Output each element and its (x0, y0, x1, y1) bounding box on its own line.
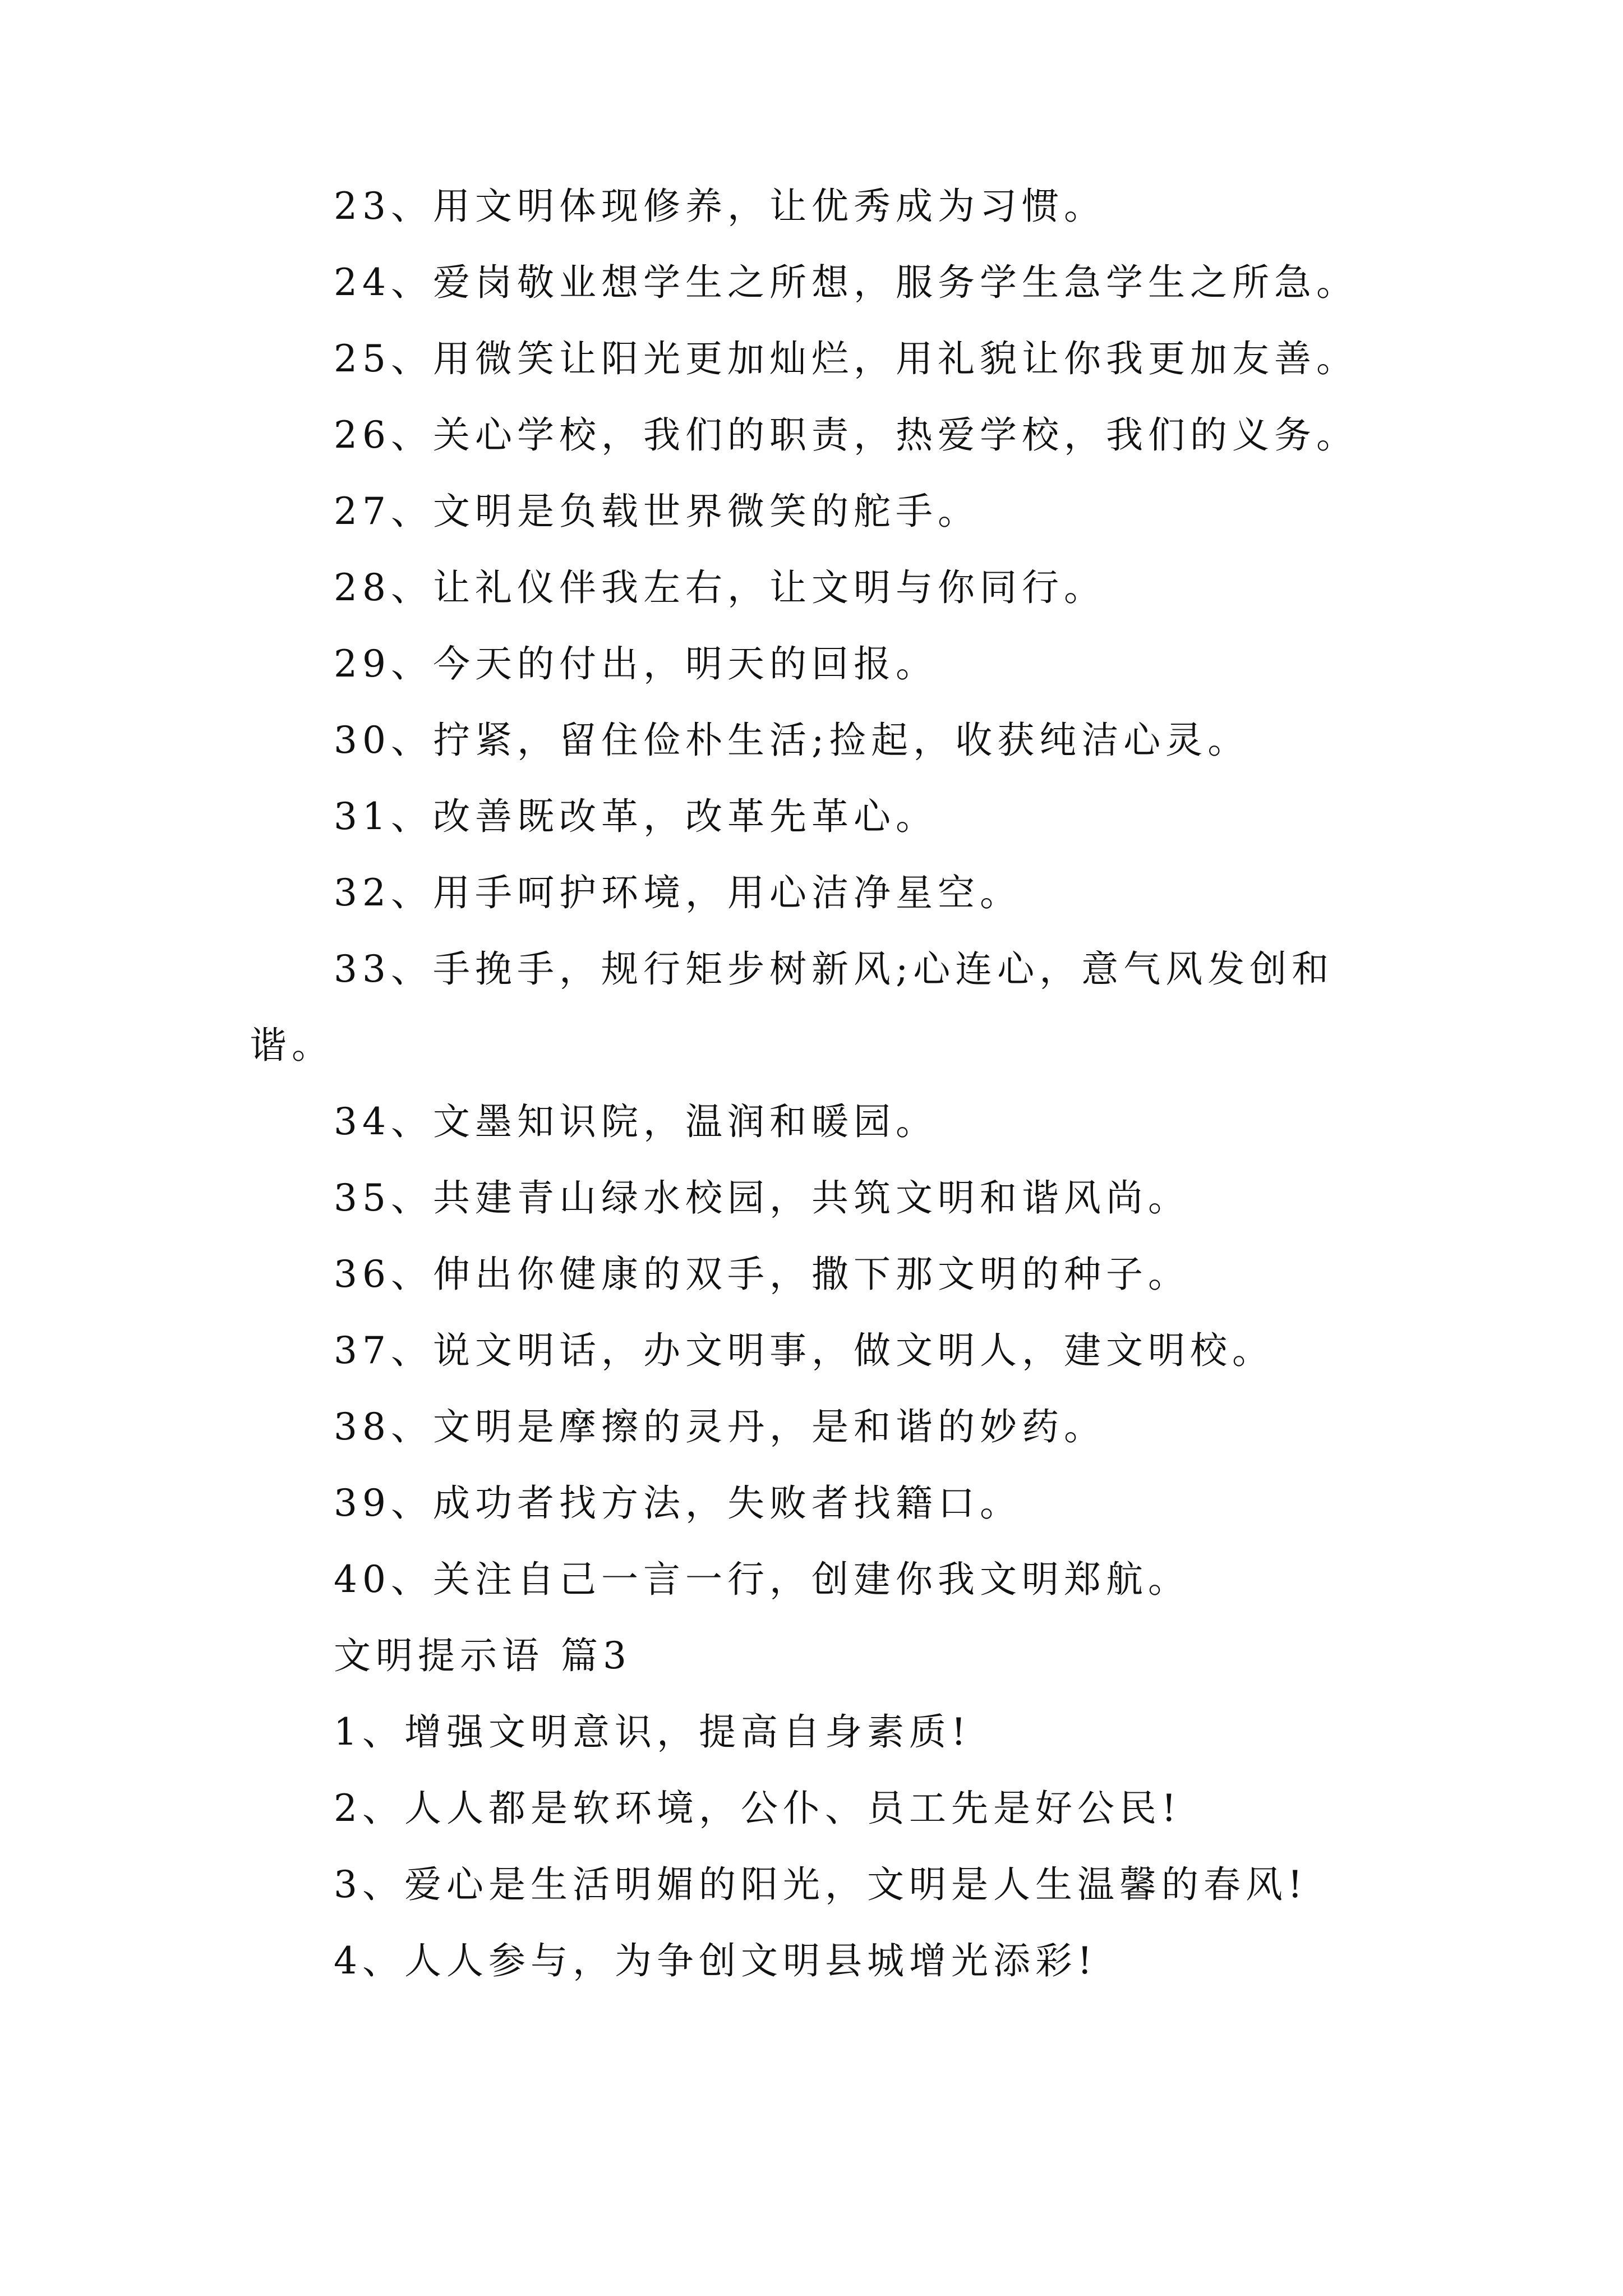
slogan-line-24: 24、爱岗敬业想学生之所想，服务学生急学生之所急。 (334, 261, 1358, 304)
slogan-line-25: 25、用微笑让阳光更加灿烂，用礼貌让你我更加友善。 (334, 337, 1358, 380)
slogan-line-39: 39、成功者找方法，失败者找籍口。 (334, 1481, 1022, 1525)
slogan-line-26: 26、关心学校，我们的职责，热爱学校，我们的义务。 (334, 413, 1358, 457)
slogan-line-1: 1、增强文明意识，提高自身素质! (334, 1710, 971, 1754)
slogan-line-34: 34、文墨知识院，温润和暖园。 (334, 1100, 938, 1143)
slogan-line-28: 28、让礼仪伴我左右，让文明与你同行。 (334, 566, 1106, 609)
slogan-line-36: 36、伸出你健康的双手，撒下那文明的种子。 (334, 1253, 1190, 1296)
document-body (250, 168, 1438, 1999)
slogan-line-29: 29、今天的付出，明天的回报。 (334, 642, 938, 685)
slogan-line-38: 38、文明是摩擦的灵丹，是和谐的妙药。 (334, 1405, 1106, 1448)
slogan-line-2: 2、人人都是软环境，公仆、员工先是好公民! (334, 1787, 1182, 1830)
slogan-line-40: 40、关注自己一言一行，创建你我文明郑航。 (334, 1558, 1190, 1601)
slogan-line-31: 31、改善既改革，改革先革心。 (334, 795, 938, 838)
slogan-line-4: 4、人人参与，为争创文明县城增光添彩! (334, 1939, 1098, 1982)
section-heading: 文明提示语 篇3 (334, 1634, 631, 1677)
slogan-line-33: 33、手挽手，规行矩步树新风;心连心，意气风发创和 (334, 947, 1334, 991)
slogan-line-23: 23、用文明体现修养，让优秀成为习惯。 (334, 185, 1106, 228)
slogan-line-37: 37、说文明话，办文明事，做文明人，建文明校。 (334, 1329, 1274, 1372)
slogan-line-33-continued: 谐。 (250, 1024, 334, 1067)
slogan-line-3: 3、爱心是生活明媚的阳光，文明是人生温馨的春风! (334, 1863, 1308, 1906)
slogan-line-30: 30、拧紧，留住俭朴生活;捡起，收获纯洁心灵。 (334, 719, 1250, 762)
slogan-line-32: 32、用手呵护环境，用心洁净星空。 (334, 871, 1022, 914)
slogan-line-35: 35、共建青山绿水校园，共筑文明和谐风尚。 (334, 1176, 1190, 1220)
slogan-line-27: 27、文明是负载世界微笑的舵手。 (334, 490, 980, 533)
